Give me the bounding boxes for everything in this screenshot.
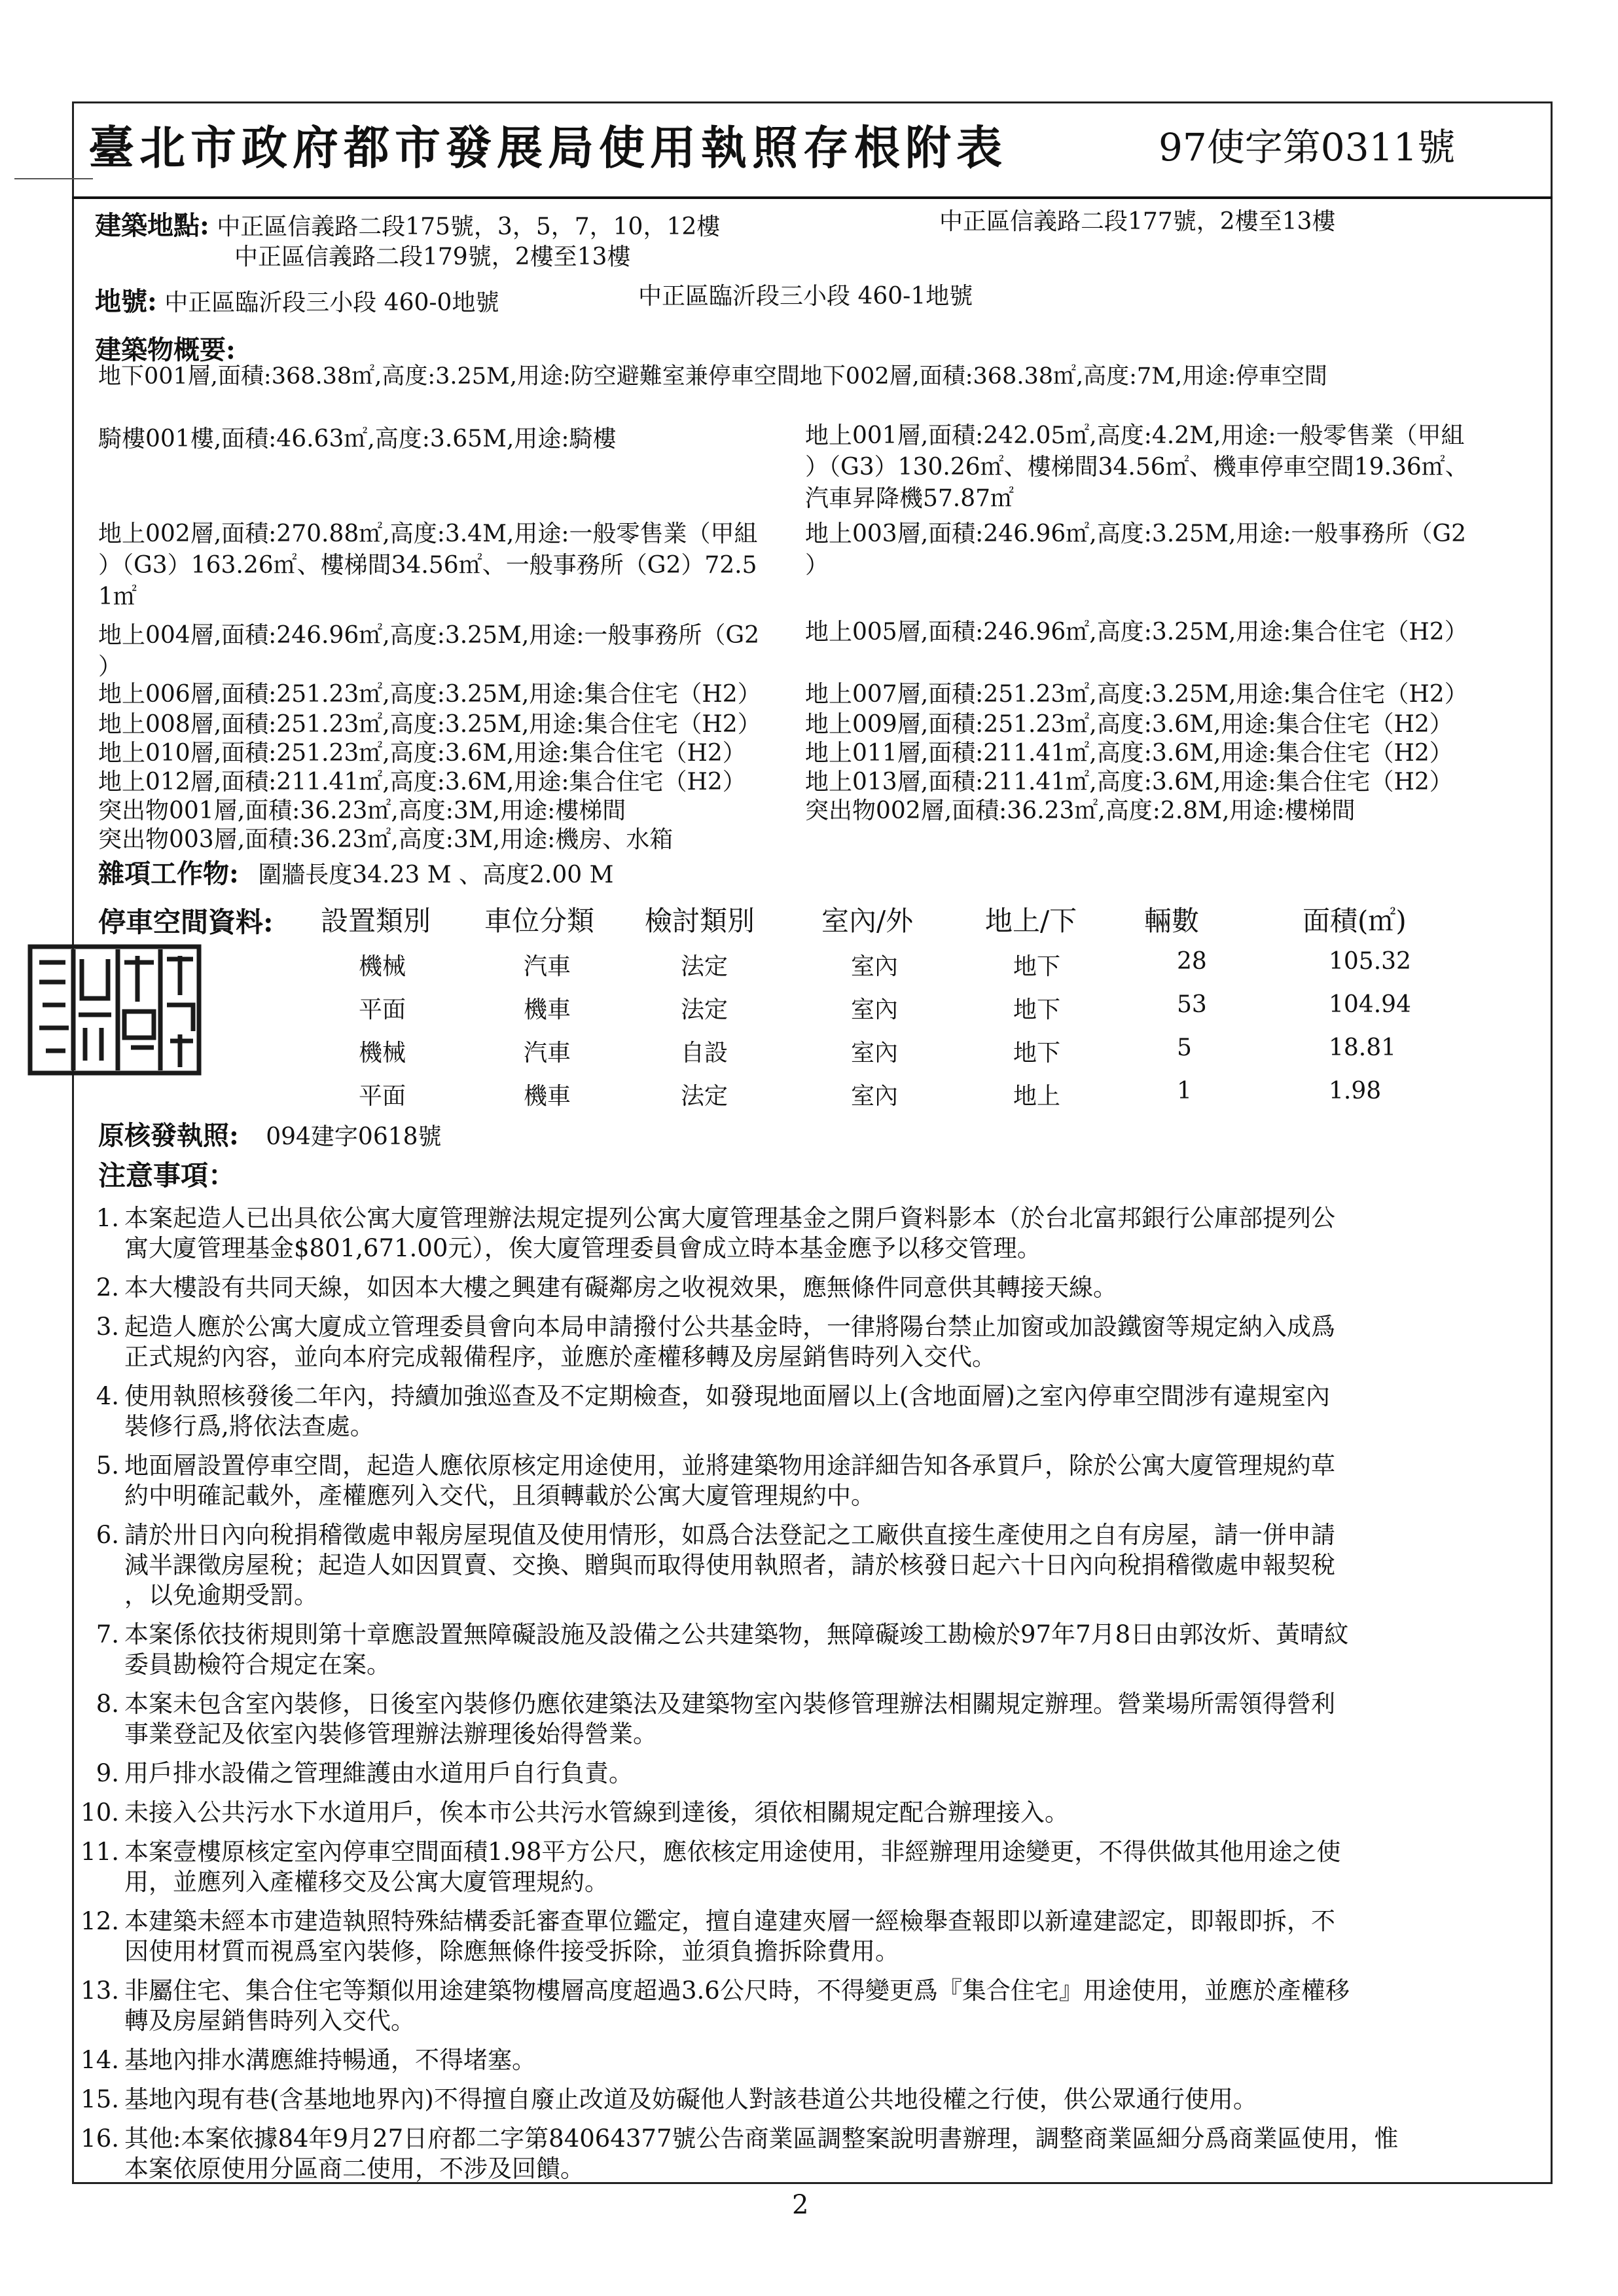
overview-label: 建築物概要: <box>95 335 236 365</box>
parking-cell: 機車 <box>524 996 571 1023</box>
note-item <box>96 1620 1532 1680</box>
notes-label: 注意事項： <box>98 1159 236 1192</box>
parking-header-cell: 室內/外 <box>821 905 914 937</box>
parking-cell: 室內 <box>851 953 899 980</box>
note-item <box>81 1837 1532 1897</box>
parking-cell: 5 <box>1177 1034 1192 1061</box>
floor-2-line-b: ）（G3）163.26㎡、樓梯間34.56㎡、一般事務所（G2）72.5 <box>98 552 757 579</box>
note-number: 6. <box>96 1521 119 1549</box>
arcade-001: 騎樓001樓,面積:46.63㎡,高度:3.65M,用途:騎樓 <box>98 426 617 452</box>
note-line: 基地內現有巷(含基地地界內)不得擅自廢止改道及妨礙他人對該巷道公共地役權之行使，供公眾通行使用。 <box>124 2085 1257 2113</box>
note-item <box>96 1689 1532 1749</box>
note-item <box>81 1798 1532 1828</box>
parking-cell: 機械 <box>359 953 406 980</box>
note-line: 本案起造人已出具依公寓大廈管理辦法規定提列公寓大廈管理基金之開戶資料影本（於台北富邦銀行公庫部提列公 <box>124 1204 1335 1232</box>
floor-3-line-a: 地上003層,面積:246.96㎡,高度:3.25M,用途:一般事務所（G2 <box>805 520 1467 547</box>
note-line: 本建築未經本市建造執照特殊結構委託審查單位鑑定，擅自違建夾層一經檢舉查報即以新違建認定，即報即拆，不 <box>124 1907 1335 1935</box>
floor-12: 地上012層,面積:211.41㎡,高度:3.6M,用途:集合住宅（H2） <box>98 769 746 795</box>
site-line-1-right: 中正區信義路二段177號，2樓至13樓 <box>939 208 1336 235</box>
note-line: 其他:本案依據84年9月27日府都二字第84064377號公告商業區調整案說明書辦理，調整商業區細分爲商業區使用，惟 <box>124 2124 1399 2153</box>
lot-section <box>95 287 499 317</box>
parking-header-cell: 檢討類別 <box>645 905 755 937</box>
note-item <box>81 2124 1532 2184</box>
overview-b1-b2 <box>98 363 1327 390</box>
note-number: 5. <box>96 1451 119 1480</box>
note-item <box>81 2085 1532 2115</box>
note-line: 本大樓設有共同天線，如因本大樓之興建有礙鄰房之收視效果，應無條件同意供其轉接天線。 <box>124 1273 1117 1302</box>
note-line: 非屬住宅、集合住宅等類似用途建築物樓層高度超過3.6公尺時，不得變更爲『集合住宅』用途使用，並應於產權移 <box>124 1977 1350 2005</box>
parking-header-cell: 車位分類 <box>484 905 595 937</box>
note-number: 16. <box>81 2124 119 2153</box>
note-line: 本案依原使用分區商二使用，不涉及回饋。 <box>124 2155 584 2183</box>
note-number: 4. <box>96 1382 119 1410</box>
parking-cell: 平面 <box>359 1083 406 1110</box>
note-line: 減半課徵房屋稅；起造人如因買賣、交換、贈與而取得使用執照者，請於核發日起六十日內向稅捐稽徵處申報契稅 <box>124 1551 1335 1579</box>
note-number: 3. <box>96 1313 119 1341</box>
note-item <box>96 1381 1532 1442</box>
margin-mark <box>14 178 93 179</box>
note-number: 1. <box>96 1204 119 1232</box>
parking-cell: 法定 <box>681 953 728 980</box>
note-item <box>81 2045 1532 2075</box>
seal-stamp <box>26 943 203 1077</box>
parking-header-cell: 設置類別 <box>321 905 431 937</box>
note-item <box>96 1451 1532 1511</box>
parking-cell: 汽車 <box>524 1040 571 1066</box>
parking-cell: 18.81 <box>1329 1034 1397 1061</box>
note-line: 本案未包含室內裝修，日後室內裝修仍應依建築法及建築物室內裝修管理辦法相關規定辦理。營業場所需領得營利 <box>124 1690 1335 1718</box>
note-number: 10. <box>81 1798 119 1827</box>
note-number: 11. <box>81 1838 119 1866</box>
note-line: 轉及房屋銷售時列入交代。 <box>124 2007 415 2035</box>
note-number: 9. <box>96 1759 119 1787</box>
misc-value: 圍牆長度34.23 M 、高度2.00 M <box>258 862 614 888</box>
floor-1-line-c: 汽車昇降機57.87㎡ <box>805 485 1015 512</box>
page-number: 2 <box>792 2190 809 2220</box>
parking-cell: 1 <box>1177 1078 1192 1104</box>
parking-cell: 28 <box>1177 948 1207 975</box>
original-label: 原核發執照: <box>98 1120 239 1151</box>
note-item <box>81 1976 1532 2036</box>
parking-cell: 105.32 <box>1329 948 1411 975</box>
document-title: 臺北市政府都市發展局使用執照存根附表 <box>88 120 1007 175</box>
floor-1-line-a: 地上001層,面積:242.05㎡,高度:4.2M,用途:一般零售業（甲組 <box>805 422 1465 449</box>
floor-13: 地上013層,面積:211.41㎡,高度:3.6M,用途:集合住宅（H2） <box>805 769 1453 795</box>
document-number: 97使字第0311號 <box>1159 125 1456 170</box>
misc-section <box>98 859 614 889</box>
note-line: 未接入公共污水下水道用戶，俟本市公共污水管線到達後，須依相關規定配合辦理接入。 <box>124 1798 1069 1827</box>
parking-header-cell: 地上/下 <box>985 905 1077 937</box>
parking-cell: 法定 <box>681 1083 728 1110</box>
note-line: 用戶排水設備之管理維護由水道用戶自行負責。 <box>124 1759 633 1787</box>
floor-4-line-a: 地上004層,面積:246.96㎡,高度:3.25M,用途:一般事務所（G2 <box>98 622 760 649</box>
site-label: 建築地點: <box>95 210 209 241</box>
note-item <box>96 1312 1532 1372</box>
lot-label: 地號: <box>95 286 157 317</box>
note-line: ，以免逾期受罰。 <box>124 1581 318 1609</box>
lot-left: 中正區臨沂段三小段 460-0地號 <box>164 289 499 316</box>
floor-5: 地上005層,面積:246.96㎡,高度:3.25M,用途:集合住宅（H2） <box>805 619 1468 646</box>
note-line: 委員勘檢符合規定在案。 <box>124 1650 391 1679</box>
note-line: 約中明確記載外，產權應列入交代，且須轉載於公寓大廈管理規約中。 <box>124 1482 875 1510</box>
floor-b2: 地下002層,面積:368.38㎡,高度:7M,用途:停車空間 <box>799 363 1327 390</box>
parking-cell: 汽車 <box>524 953 571 980</box>
note-line: 因使用材質而視爲室內裝修，除應無條件接受拆除，並須負擔拆除費用。 <box>124 1937 899 1965</box>
floor-2-line-c: 1㎡ <box>98 583 137 610</box>
parking-cell: 室內 <box>851 996 899 1023</box>
original-license <box>98 1121 442 1151</box>
note-line: 本案壹樓原核定室內停車空間面積1.98平方公尺，應依核定用途使用，非經辦理用途變更，不得供做其他用途之使 <box>124 1838 1341 1866</box>
site-line-2: 中正區信義路二段179號，2樓至13樓 <box>234 244 631 270</box>
lot-right: 中正區臨沂段三小段 460-1地號 <box>638 283 973 310</box>
parking-cell: 104.94 <box>1329 991 1411 1018</box>
note-line: 事業登記及依室內裝修管理辦法辦理後始得營業。 <box>124 1720 657 1748</box>
note-number: 8. <box>96 1690 119 1718</box>
floor-4-line-b: ） <box>98 653 122 680</box>
parking-cell: 機械 <box>359 1040 406 1066</box>
misc-label: 雜項工作物: <box>98 858 239 889</box>
floor-1-line-b: ）（G3）130.26㎡、樓梯間34.56㎡、機車停車空間19.36㎡、 <box>805 454 1469 481</box>
parking-cell: 地下 <box>1013 996 1061 1023</box>
note-number: 14. <box>81 2046 119 2074</box>
note-line: 地面層設置停車空間，起造人應依原核定用途使用，並將建築物用途詳細告知各承買戶，除於公寓大廈管理規約草 <box>124 1451 1335 1480</box>
note-line: 請於卅日內向稅捐稽徵處申報房屋現值及使用情形，如爲合法登記之工廠供直接生產使用之自有房屋，請一併申請 <box>124 1521 1335 1549</box>
projection-003: 突出物003層,面積:36.23㎡,高度:3M,用途:機房、水箱 <box>98 826 674 853</box>
floor-b1: 地下001層,面積:368.38㎡,高度:3.25M,用途:防空避難室兼停車空間 <box>98 363 800 390</box>
parking-cell: 1.98 <box>1329 1078 1382 1104</box>
site-line-1: 中正區信義路二段175號，3，5，7，10，12樓 <box>217 213 721 240</box>
parking-cell: 地上 <box>1013 1083 1061 1110</box>
floor-8: 地上008層,面積:251.23㎡,高度:3.25M,用途:集合住宅（H2） <box>98 711 761 738</box>
floor-10: 地上010層,面積:251.23㎡,高度:3.6M,用途:集合住宅（H2） <box>98 740 746 767</box>
note-line: 基地內排水溝應維持暢通，不得堵塞。 <box>124 2046 536 2074</box>
note-number: 7. <box>96 1620 119 1649</box>
parking-label: 停車空間資料: <box>98 906 274 938</box>
parking-cell: 室內 <box>851 1083 899 1110</box>
floor-9: 地上009層,面積:251.23㎡,高度:3.6M,用途:集合住宅（H2） <box>805 711 1453 738</box>
floor-3-line-b: ） <box>805 552 829 579</box>
parking-header-cell: 面積(㎡) <box>1303 905 1407 937</box>
note-line: 起造人應於公寓大廈成立管理委員會向本局申請撥付公共基金時，一律將陽台禁止加窗或加設鐵窗等規定納入成爲 <box>124 1313 1335 1341</box>
parking-cell: 平面 <box>359 996 406 1023</box>
parking-cell: 地下 <box>1013 1040 1061 1066</box>
floor-6: 地上006層,面積:251.23㎡,高度:3.25M,用途:集合住宅（H2） <box>98 681 761 708</box>
note-line: 正式規約內容，並向本府完成報備程序，並應於產權移轉及房屋銷售時列入交代。 <box>124 1343 996 1371</box>
note-number: 13. <box>81 1977 119 2005</box>
note-number: 15. <box>81 2085 119 2113</box>
parking-cell: 地下 <box>1013 953 1061 980</box>
note-item <box>96 1273 1532 1303</box>
site-section <box>95 211 720 241</box>
floor-7: 地上007層,面積:251.23㎡,高度:3.25M,用途:集合住宅（H2） <box>805 681 1468 708</box>
parking-cell: 53 <box>1177 991 1207 1018</box>
note-number: 2. <box>96 1273 119 1302</box>
parking-cell: 機車 <box>524 1083 571 1110</box>
header-rule <box>72 196 1553 199</box>
projection-001: 突出物001層,面積:36.23㎡,高度:3M,用途:樓梯間 <box>98 797 626 824</box>
note-line: 本案係依技術規則第十章應設置無障礙設施及設備之公共建築物，無障礙竣工勘檢於97年7月8日由郭汝炘、黃晴紋 <box>124 1620 1349 1649</box>
note-line: 寓大廈管理基金$801,671.00元），俟大廈管理委員會成立時本基金應予以移交管理。 <box>124 1234 1041 1262</box>
parking-cell: 自設 <box>681 1040 728 1066</box>
note-item <box>96 1520 1532 1611</box>
note-item <box>96 1758 1532 1789</box>
note-line: 用，並應列入產權移交及公寓大廈管理規約。 <box>124 1868 609 1896</box>
note-item <box>96 1203 1532 1264</box>
note-line: 裝修行爲,將依法查處。 <box>124 1412 374 1440</box>
parking-cell: 法定 <box>681 996 728 1023</box>
note-number: 12. <box>81 1907 119 1935</box>
original-value: 094建字0618號 <box>266 1123 442 1150</box>
parking-header-cell: 輛數 <box>1144 905 1200 937</box>
note-line: 使用執照核發後二年內，持續加強巡查及不定期檢查，如發現地面層以上(含地面層)之室內停車空間涉有違規室內 <box>124 1382 1330 1410</box>
parking-cell: 室內 <box>851 1040 899 1066</box>
floor-2-line-a: 地上002層,面積:270.88㎡,高度:3.4M,用途:一般零售業（甲組 <box>98 520 758 547</box>
floor-11: 地上011層,面積:211.41㎡,高度:3.6M,用途:集合住宅（H2） <box>805 740 1453 767</box>
projection-002: 突出物002層,面積:36.23㎡,高度:2.8M,用途:樓梯間 <box>805 797 1356 824</box>
note-item <box>81 1906 1532 1967</box>
